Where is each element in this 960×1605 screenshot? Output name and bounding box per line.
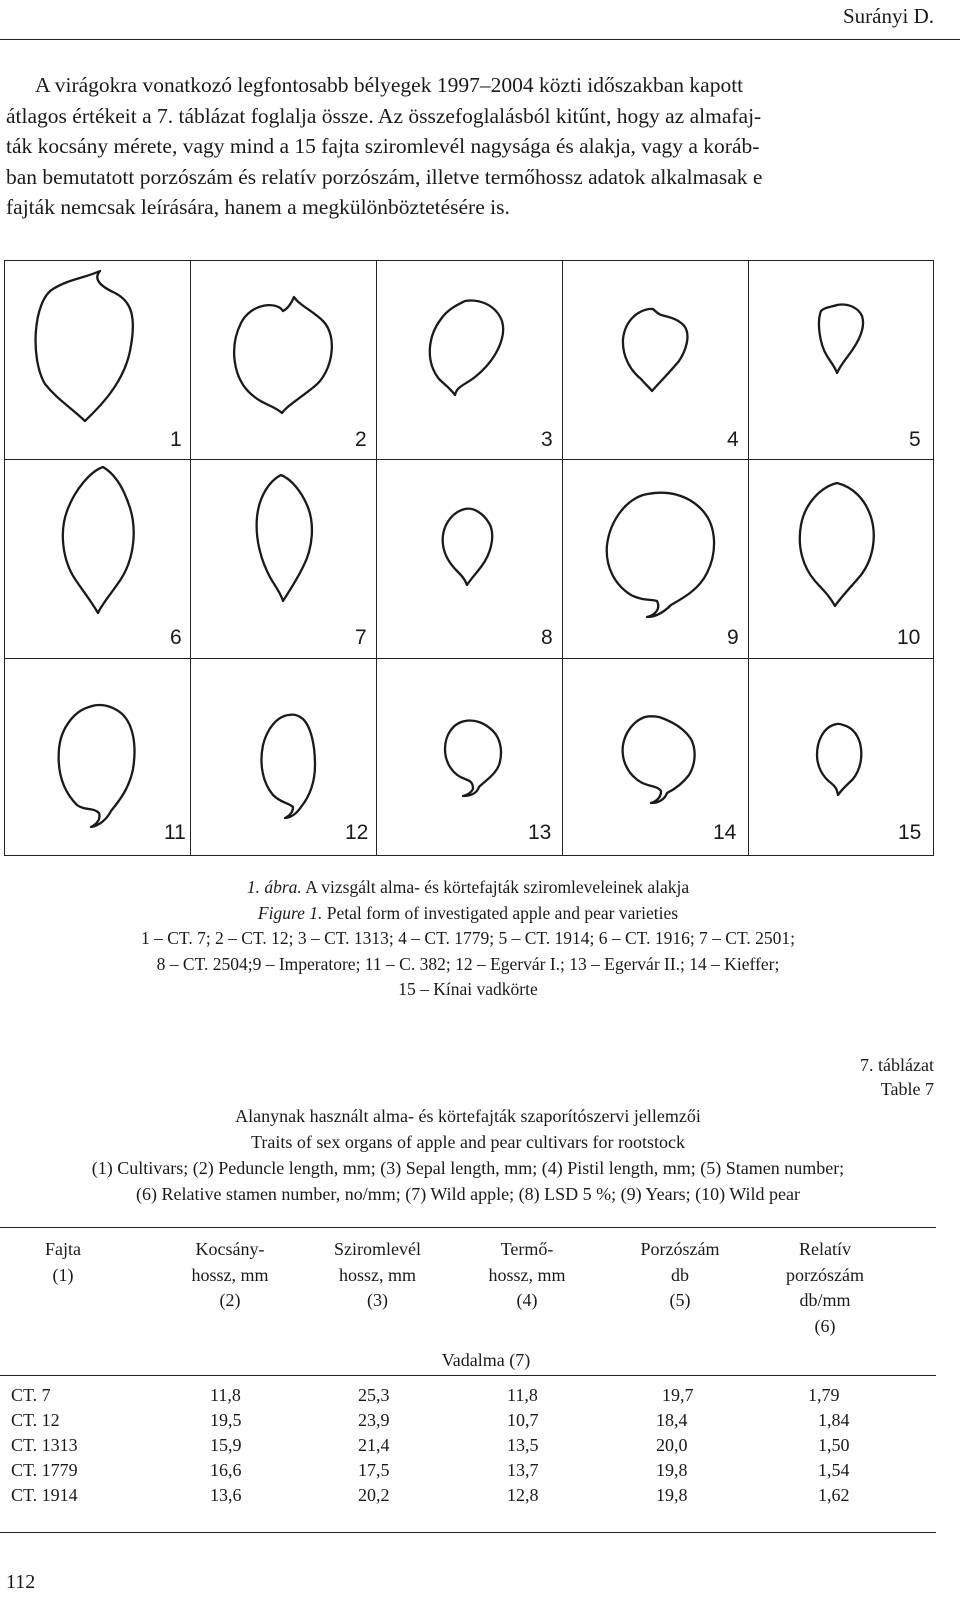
petal-number: 5 xyxy=(909,428,921,451)
cell-cultivar: CT. 1914 xyxy=(11,1485,78,1505)
figure-caption xyxy=(0,875,936,1003)
column-header-pistil: Termő- hossz, mm (4) xyxy=(488,1239,566,1310)
petal-outline-12 xyxy=(261,715,315,818)
table-label-en: Table 7 xyxy=(880,1079,934,1099)
caption-legend-line: 8 – CT. 2504;9 – Imperatore; 11 – C. 382; 12 – Egervár I.; 13 – Egervár II.; 14 – Kieffer; xyxy=(156,953,780,974)
petal-number: 1 xyxy=(170,428,182,451)
cell-pistil: 13,7 xyxy=(507,1460,539,1480)
cell-pistil: 11,8 xyxy=(507,1385,538,1405)
table-page-rule xyxy=(0,1532,936,1533)
cell-sepal: 21,4 xyxy=(358,1435,390,1455)
table-row xyxy=(0,1385,936,1410)
table-title-line: Alanynak használt alma- és körtefajták szaporítószervi jellemzői xyxy=(235,1106,701,1126)
petal-number: 6 xyxy=(170,626,182,649)
cell-relative: 1,84 xyxy=(818,1410,850,1430)
petal-outline-10 xyxy=(800,483,874,606)
table-row xyxy=(0,1485,936,1510)
petal-number: 13 xyxy=(528,821,552,844)
petal-number: 4 xyxy=(727,428,739,451)
paragraph-line: ban bemutatott porzószám és relatív porzószám, illetve termőhossz adatok alkalmasak e xyxy=(6,164,763,189)
header-rule xyxy=(0,39,960,40)
table-title-line: (1) Cultivars; (2) Peduncle length, mm; (3) Sepal length, mm; (4) Pistil length, mm; (5) Stamen number; xyxy=(91,1158,845,1178)
table-label-hu: 7. táblázat xyxy=(860,1055,934,1075)
caption-hu: A vizsgált alma- és körtefajták sziromleveleinek alakja xyxy=(305,877,690,897)
table-top-rule xyxy=(0,1227,936,1228)
petal-outline-14 xyxy=(623,716,695,803)
table-title-line: (6) Relative stamen number, no/mm; (7) Wild apple; (8) LSD 5 %; (9) Years; (10) Wild pear xyxy=(135,1184,801,1204)
cell-stamen: 18,4 xyxy=(656,1410,688,1430)
petal-outline-3 xyxy=(430,301,503,395)
paragraph-line: átlagos értékeit a 7. táblázat foglalja össze. Az összefoglalásból kitűnt, hogy az almafaj- xyxy=(6,103,762,128)
caption-en-label: Figure 1. xyxy=(257,902,323,923)
cell-pistil: 13,5 xyxy=(507,1435,539,1455)
column-header-cultivar: Fajta (1) xyxy=(45,1239,81,1285)
table-title xyxy=(0,1103,936,1207)
column-header-peduncle: Kocsány- hossz, mm (2) xyxy=(191,1239,269,1310)
petal-number: 7 xyxy=(355,626,367,649)
petal-number: 11 xyxy=(164,821,186,844)
cell-cultivar: CT. 1313 xyxy=(11,1435,78,1455)
petal-outline-9 xyxy=(607,493,714,617)
petal-number: 8 xyxy=(541,626,553,649)
cell-peduncle: 19,5 xyxy=(210,1410,242,1430)
cell-cultivar: CT. 12 xyxy=(11,1410,60,1430)
petal-outline-8 xyxy=(443,509,493,585)
table-section-label: Vadalma (7) xyxy=(441,1350,531,1370)
column-header-relative-stamen: Relatív porzószám db/mm (6) xyxy=(786,1239,864,1336)
petal-outline-11 xyxy=(59,705,135,827)
paragraph-line: ták kocsány mérete, vagy mind a 15 fajta sziromlevél nagysága és alakja, vagy a koráb- xyxy=(6,134,760,158)
caption-hu-label: 1. ábra. xyxy=(246,877,302,897)
cell-stamen: 19,7 xyxy=(662,1385,694,1405)
cell-pistil: 12,8 xyxy=(507,1485,539,1505)
caption-legend-line: 15 – Kínai vadkörte xyxy=(398,979,538,999)
paragraph-line: fajták nemcsak leírására, hanem a megkülönböztetésére is. xyxy=(6,195,510,219)
cell-stamen: 19,8 xyxy=(656,1460,688,1480)
petal-number: 15 xyxy=(898,821,922,844)
running-head: Surányi D. xyxy=(843,4,934,28)
cell-relative: 1,79 xyxy=(808,1385,840,1405)
petal-outline-6 xyxy=(63,467,134,613)
petal-number: 3 xyxy=(541,428,553,451)
petal-outline-15 xyxy=(817,724,861,795)
petal-outline-7 xyxy=(257,475,312,601)
cell-peduncle: 13,6 xyxy=(210,1485,242,1505)
body-paragraph xyxy=(6,70,936,223)
cell-sepal: 17,5 xyxy=(358,1460,390,1480)
page-number: 112 xyxy=(6,1571,36,1593)
cell-cultivar: CT. 1779 xyxy=(11,1460,78,1480)
table-title-line: Traits of sex organs of apple and pear cultivars for rootstock xyxy=(251,1132,685,1152)
table-row xyxy=(0,1435,936,1460)
cell-relative: 1,62 xyxy=(818,1485,850,1505)
table-row xyxy=(0,1460,936,1485)
petal-drawings xyxy=(5,261,933,855)
table-row xyxy=(0,1410,936,1435)
cell-relative: 1,54 xyxy=(818,1460,850,1480)
cell-sepal: 25,3 xyxy=(358,1385,390,1405)
column-header-stamen: Porzószám db (5) xyxy=(640,1239,720,1310)
caption-en: Petal form of investigated apple and pear varieties xyxy=(326,902,679,923)
cell-peduncle: 16,6 xyxy=(210,1460,242,1480)
cell-peduncle: 15,9 xyxy=(210,1435,242,1455)
petal-number: 2 xyxy=(355,428,367,451)
petal-outline-2 xyxy=(234,297,332,413)
petal-number: 14 xyxy=(713,821,737,844)
petal-outline-5 xyxy=(819,304,863,373)
cell-cultivar: CT. 7 xyxy=(11,1385,51,1405)
petal-figure xyxy=(4,260,934,856)
petal-number: 12 xyxy=(345,821,369,844)
cell-pistil: 10,7 xyxy=(507,1410,539,1430)
cell-relative: 1,50 xyxy=(818,1435,850,1455)
paragraph-line: A virágokra vonatkozó legfontosabb bélyegek 1997–2004 közti időszakban kapott xyxy=(35,73,744,97)
cell-peduncle: 11,8 xyxy=(210,1385,241,1405)
cell-stamen: 19,8 xyxy=(656,1485,688,1505)
petal-outline-4 xyxy=(623,309,688,391)
petal-number: 9 xyxy=(727,626,739,649)
cell-stamen: 20,0 xyxy=(656,1435,688,1455)
caption-legend-line: 1 – CT. 7; 2 – CT. 12; 3 – CT. 1313; 4 – CT. 1779; 5 – CT. 1914; 6 – CT. 1916; 7 – CT. 2501; xyxy=(141,928,795,948)
petal-outline-1 xyxy=(36,271,133,421)
table-header-rule xyxy=(0,1375,936,1376)
petal-outline-13 xyxy=(445,720,501,796)
column-header-sepal: Sziromlevél hossz, mm (3) xyxy=(334,1239,421,1310)
cell-sepal: 20,2 xyxy=(358,1485,390,1505)
petal-number: 10 xyxy=(897,626,921,649)
cell-sepal: 23,9 xyxy=(358,1410,390,1430)
